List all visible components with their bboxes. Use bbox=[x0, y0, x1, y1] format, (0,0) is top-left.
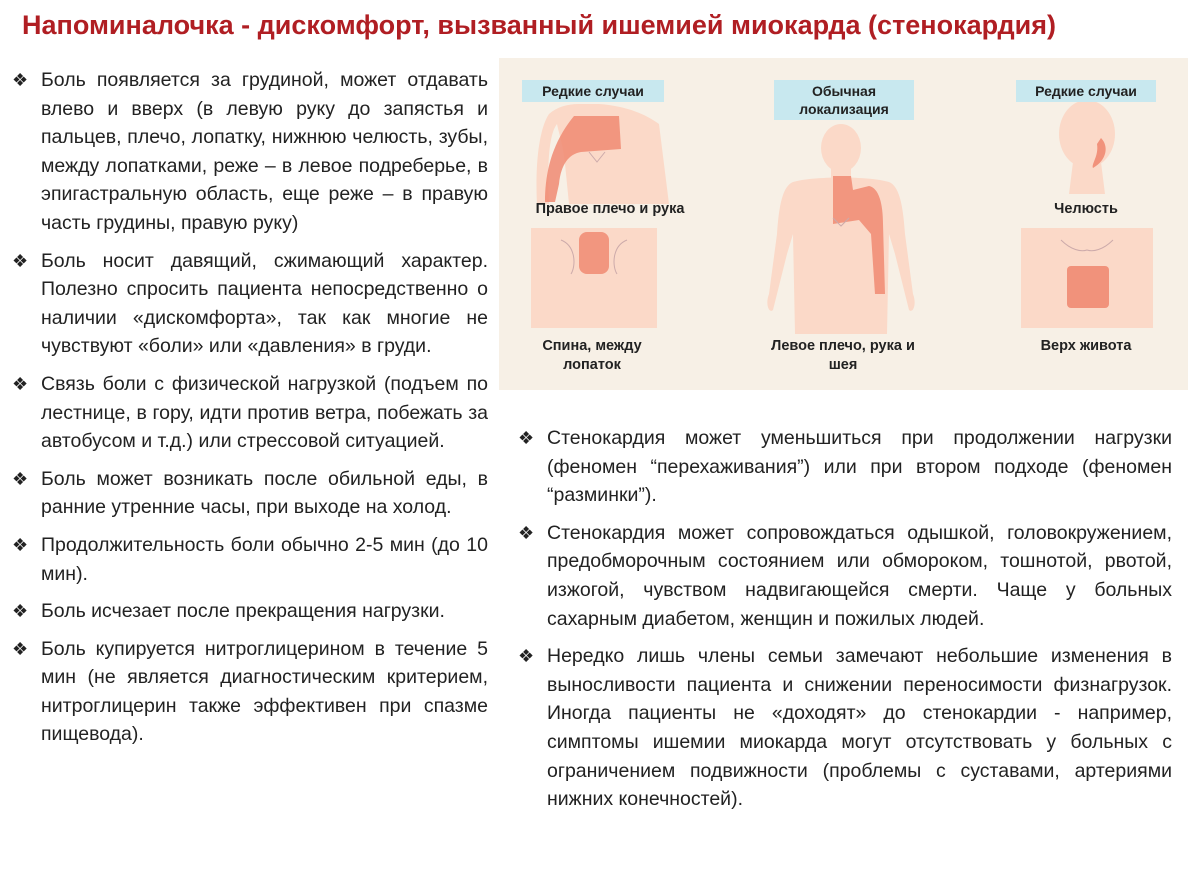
list-item bbox=[12, 465, 488, 522]
right-bullet-list bbox=[518, 424, 1172, 823]
diamond-bullet-icon: ❖ bbox=[12, 250, 29, 271]
diamond-bullet-icon: ❖ bbox=[12, 534, 29, 555]
list-item-text: Стенокардия может сопровождаться одышкой, головокружением, предобморочным состоянием или обмороком, тошнотой, рвотой, изжогой, чувством надвигающейся смерти. Чаще у больных сахарным диабетом, женщин и пожилых людей. bbox=[547, 521, 1172, 630]
left-bullet-list bbox=[12, 66, 488, 758]
diamond-bullet-icon: ❖ bbox=[12, 601, 29, 622]
list-item bbox=[518, 642, 1172, 814]
list-item bbox=[12, 370, 488, 456]
pain-localization-figure bbox=[499, 58, 1188, 390]
list-item bbox=[518, 519, 1172, 633]
tag-rare-right: Редкие случаи bbox=[1016, 80, 1156, 102]
list-item-text: Боль появляется за грудиной, может отдавать влево и вверх (в левую руку до запястья и пальцев, плечо, лопатку, нижнюю челюсть, зубы, между лопатками, реже – в левое подреберье, в эпигастральную область, еще реже – в правую часть грудины, правую руку) bbox=[41, 69, 488, 234]
list-item-text: Стенокардия может уменьшиться при продолжении нагрузки (феномен “перехаживания”) или при втором подходе (феномен “разминки”). bbox=[547, 427, 1172, 507]
list-item-text: Продолжительность боли обычно 2-5 мин (до 10 мин). bbox=[41, 533, 488, 585]
caption-back: Спина, между лопаток bbox=[542, 338, 642, 373]
list-item bbox=[12, 597, 488, 626]
list-item bbox=[12, 66, 488, 238]
diamond-bullet-icon: ❖ bbox=[518, 522, 535, 543]
diamond-bullet-icon: ❖ bbox=[12, 373, 29, 394]
diamond-bullet-icon: ❖ bbox=[12, 70, 29, 90]
list-item-text: Боль может возникать после обильной еды, в ранние утренние часы, при выходе на холод. bbox=[41, 467, 488, 519]
body-illustration bbox=[763, 124, 919, 334]
list-item-text: Нередко лишь члены семьи замечают небольшие изменения в выносливости пациента и снижении переносимости физнагрузок. Иногда пациенты не «доходят» до стенокардии - например, симптомы ишемии миокарда могут отсутствовать у больных с ограничением подвижности (проблемы с суставами, артериями нижних конечностей). bbox=[547, 645, 1172, 811]
page-title: Напоминалочка - дискомфорт, вызванный ишемией миокарда (стенокардия) bbox=[22, 10, 1056, 40]
diamond-bullet-icon: ❖ bbox=[12, 638, 29, 659]
jaw-illustration bbox=[1055, 98, 1119, 194]
tag-typical: Обычная локализация bbox=[774, 80, 914, 120]
diamond-bullet-icon: ❖ bbox=[518, 646, 535, 667]
caption-jaw: Челюсть bbox=[1054, 201, 1118, 217]
caption-left-shoulder-arm-neck: Левое плечо, рука и шея bbox=[771, 338, 915, 373]
list-item bbox=[12, 247, 488, 361]
right-shoulder-illustration bbox=[519, 104, 669, 204]
list-item-text: Боль исчезает после прекращения нагрузки. bbox=[41, 600, 445, 623]
back-illustration bbox=[531, 226, 657, 328]
abdomen-illustration bbox=[1021, 226, 1153, 328]
list-item bbox=[12, 635, 488, 749]
caption-upper-abdomen: Верх живота bbox=[1040, 338, 1132, 354]
diamond-bullet-icon: ❖ bbox=[12, 468, 29, 489]
list-item-text: Боль купируется нитроглицерином в течение 5 мин (не является диагностическим критерием, нитроглицерин также эффективен при спазме пищевода). bbox=[41, 637, 488, 746]
list-item bbox=[12, 531, 488, 588]
list-item bbox=[518, 424, 1172, 510]
tag-rare-left: Редкие случаи bbox=[522, 80, 664, 102]
caption-right-shoulder: Правое плечо и рука bbox=[535, 201, 685, 217]
list-item-text: Боль носит давящий, сжимающий характер. Полезно спросить пациента непосредственно о наличии «дискомфорта», так как многие не чувствуют «боли» или «давления» в груди. bbox=[41, 249, 488, 358]
list-item-text: Связь боли с физической нагрузкой (подъем по лестнице, в гору, идти против ветра, побежать за автобусом и т.д.) или стрессовой ситуацией. bbox=[41, 372, 488, 453]
diamond-bullet-icon: ❖ bbox=[518, 428, 535, 448]
